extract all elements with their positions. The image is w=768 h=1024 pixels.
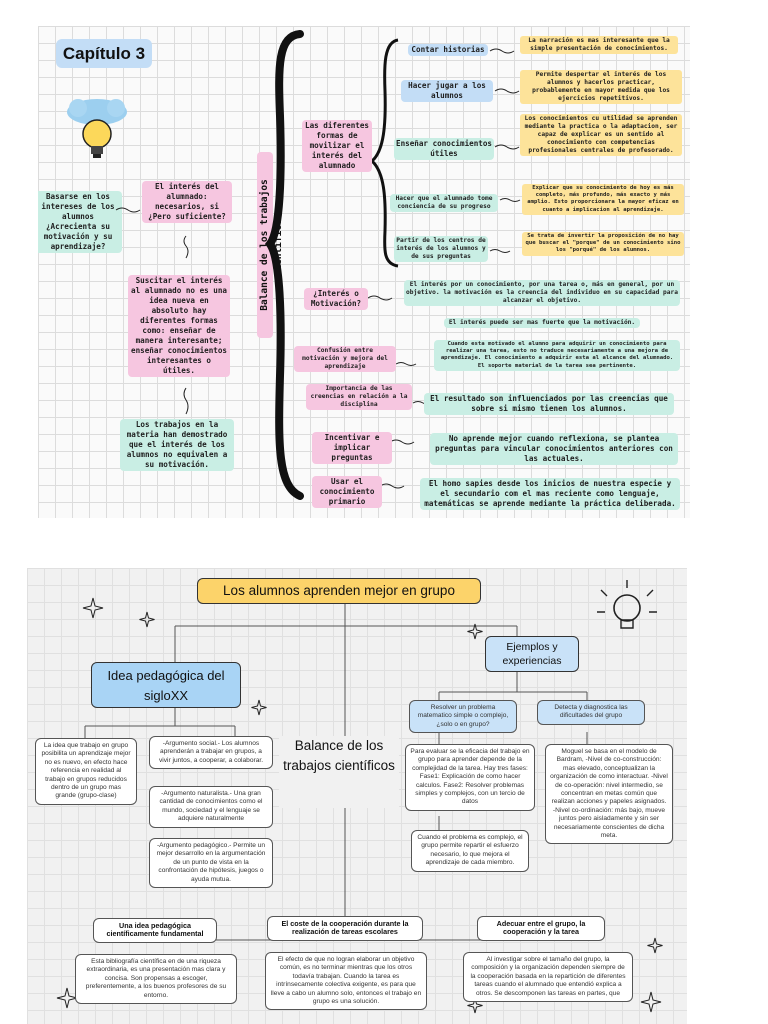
bottom-mind-map xyxy=(27,568,687,1024)
idea-box: La idea que trabajo en grupo posibilita un aprendizaje mejor no es nuevo, en efecto hace referencia en realidad al trabajo en grupos reducidos dentro de un grupo mas grande (grupo-clase) xyxy=(35,738,137,805)
node-basarse: Basarse en los intereses de los alumnos ¿Acrecienta su motivación y su aprendizaje? xyxy=(38,191,122,253)
bottom-text: Al investigar sobre el tamaño del grupo, la composición y la organización dependen siempre de la cooperación basada en la repartición de diferentes tareas cuando el alumnado que entendió explica a otros. Se descomponen las tareas en partes, que xyxy=(463,952,633,1002)
moguel-box: Moguel se basa en el modelo de Bardram, -Nivel de co-construcción: mas elevado, conceptualizan la organización de como interactuar. -Nivel de co-operación: nivel intermedio, se concentran en metas común que realizan acciones y papeles asignados. -Nivel co-ordinación: más bajo, mueve juntos pero aisladamente y sin ser necesariamente conscientes de dicha meta. xyxy=(545,744,673,844)
main-item-label: Incentivar e implicar preguntas xyxy=(312,432,392,464)
main-item-desc: El interés puede ser mas fuerte que la motivación. xyxy=(444,318,640,328)
sub-item-label: Hacer que el alumnado tome conciencia de su progreso xyxy=(390,194,498,212)
resolver-box: Resolver un problema matematico simple o complejo, ¿solo o en grupo? xyxy=(409,700,517,733)
main-item-label: Importancia de las creencias en relación a la disciplina xyxy=(306,384,412,410)
detecta-box: Detecta y diagnostica las dificultades del grupo xyxy=(537,700,645,725)
main-item-desc: El resultado son influenciados por las creencias que sobre si mismo tienen los alumnos. xyxy=(424,393,674,415)
bottom-text: Esta bibliografía científica en de una riqueza extraordinaria, es una presentación mas clara y concisa. Son propensas a escoger, preferentemente, a los buenos profesores de su entorno. xyxy=(75,954,237,1004)
sub-item-label: Hacer jugar a los alumnos xyxy=(401,80,493,102)
bottom-header: El coste de la cooperación durante la realización de tareas escolares xyxy=(267,916,423,941)
bottom-text: El efecto de que no logran elaborar un objetivo común, es no terminar mientras que los otros todavía trabajan. Cuando la tarea es intrínsecamente colectiva exigente, es para que lleve a cabo un alumno solo, entonces el trabajo en grupo es una solución. xyxy=(265,952,427,1010)
arg-social-box: -Argumento social.- Los alumnos aprenderán a trabajar en grupos, a vivir juntos, a cooperar, a colaborar. xyxy=(149,736,273,769)
chapter-title: Capítulo 3 xyxy=(56,39,152,68)
main-item-label: ¿Interés o Motivación? xyxy=(304,288,368,310)
node-trabajos: Los trabajos en la materia han demostrado que el interés de los alumnos no equivalen a su motivación. xyxy=(120,419,234,471)
cuando-box: Cuando el problema es complejo, el grupo permite repartir el esfuerzo necesario, lo que mejora el aprendizaje de cada miembro. xyxy=(411,830,529,872)
node-interes-alumnado: El interés del alumnado: necesarios, si ¿Pero suficiente? xyxy=(142,181,232,223)
sub-item-desc: La narración es mas interesante que la simple presentación de conocimientos. xyxy=(520,36,678,54)
sub-item-label: Contar historias xyxy=(408,44,488,56)
arg-naturalista-box: -Argumento naturalista.- Una gran cantidad de conocimientos como el mundo, sociedad y el lenguaje se adquiere naturalmente xyxy=(149,786,273,828)
bottom-main-title: Los alumnos aprenden mejor en grupo xyxy=(197,578,481,604)
main-item-desc: El interés por un conocimiento, por una tarea o, más en general, por un objetivo. la motivación es la creencia del individuo en su capacidad para alcanzar el objetivo. xyxy=(404,280,680,306)
sub-item-label: Partir de los centros de interés de los alumnos y de sus preguntas xyxy=(394,236,488,262)
main-item-label: Usar el conocimiento primario xyxy=(312,476,382,508)
main-item-desc: El homo sapies desde los inicios de nuestra especie y el secundario com el mas reciente como lenguaje, matemáticas se aprende mediante la práctica deliberada. xyxy=(420,478,680,510)
sub-item-desc: Permite despertar el interés de los alumnos y hacerlos practicar, probablemente en mayor medida que los ejercicios repetitivos. xyxy=(520,70,682,104)
sub-item-desc: Se trata de invertir la proposición de no hay que buscar el "porque" de un conocimiento sino los "porqué" de los alumnos. xyxy=(522,232,684,256)
ejemplos-node: Ejemplos y experiencias xyxy=(485,636,579,672)
bottom-header: Adecuar entre el grupo, la cooperación y la tarea xyxy=(477,916,605,941)
node-diferentes-formas: Las diferentes formas de movilizar el interés del alumnado xyxy=(302,120,372,172)
idea-pedagogica-node: Idea pedagógica del sigloXX xyxy=(91,662,241,708)
sub-item-label: Enseñar conocimientos útiles xyxy=(396,139,493,158)
bottom-header: Una idea pedagógica científicamente fundamental xyxy=(93,918,217,943)
arg-pedagogico-box: -Argumento pedagógico.- Permite un mejor desarrollo en la argumentación de un punto de vista en la confrontación de hipótesis, juegos o ayuda mutua. xyxy=(149,838,273,888)
sub-item-desc: Los conocimientos cu utilidad se aprenden mediante la practica o la adaptacion, ser capaz de explicar es un sentido al conocimiento con competencias profesionales centrales de profesorado. xyxy=(520,114,682,156)
top-mind-map xyxy=(38,26,690,518)
sub-item-desc: Explicar que su conocimiento de hoy es más completo, más profundo, más exacto y más amplio. Esto proporcionara la mayor eficaz en cuanto a implicacion al aprendizaje. xyxy=(522,184,684,215)
main-item-desc: Cuando esta motivado el alumno para adquirir un conocimiento para realizar una tarea, esto no traduce necesariamente a una mejora de aprendizaje. El conocimiento a adquirir esta al alcance del alumnado. El soporte material de la tarea sea pertinente. xyxy=(434,340,680,371)
para-evaluar-box: Para evaluar se la eficacia del trabajo en grupo para aprender depende de la complejidad de la tarea. Hay tres fases: Fase1: Explicación de como hacer calculos. Fase2: Resolver problemas simples y complejos, con un tercio de datos xyxy=(405,744,535,811)
balance-node: Balance de los trabajos científicos xyxy=(279,736,399,808)
main-item-desc: No aprende mejor cuando reflexiona, se plantea preguntas para vincular conocimientos anteriores con las actuales. xyxy=(430,433,678,465)
main-item-label: Confusión entre motivación y mejora del aprendizaje xyxy=(294,346,396,372)
node-suscitar: Suscitar el interés al alumnado no es una idea nueva en absoluto hay diferentes formas como: enseñar de manera interesante; enseñar conocimientos interesantes o útiles. xyxy=(128,275,230,377)
vertical-balance-title: Balance de los trabajos científicos xyxy=(257,152,273,338)
